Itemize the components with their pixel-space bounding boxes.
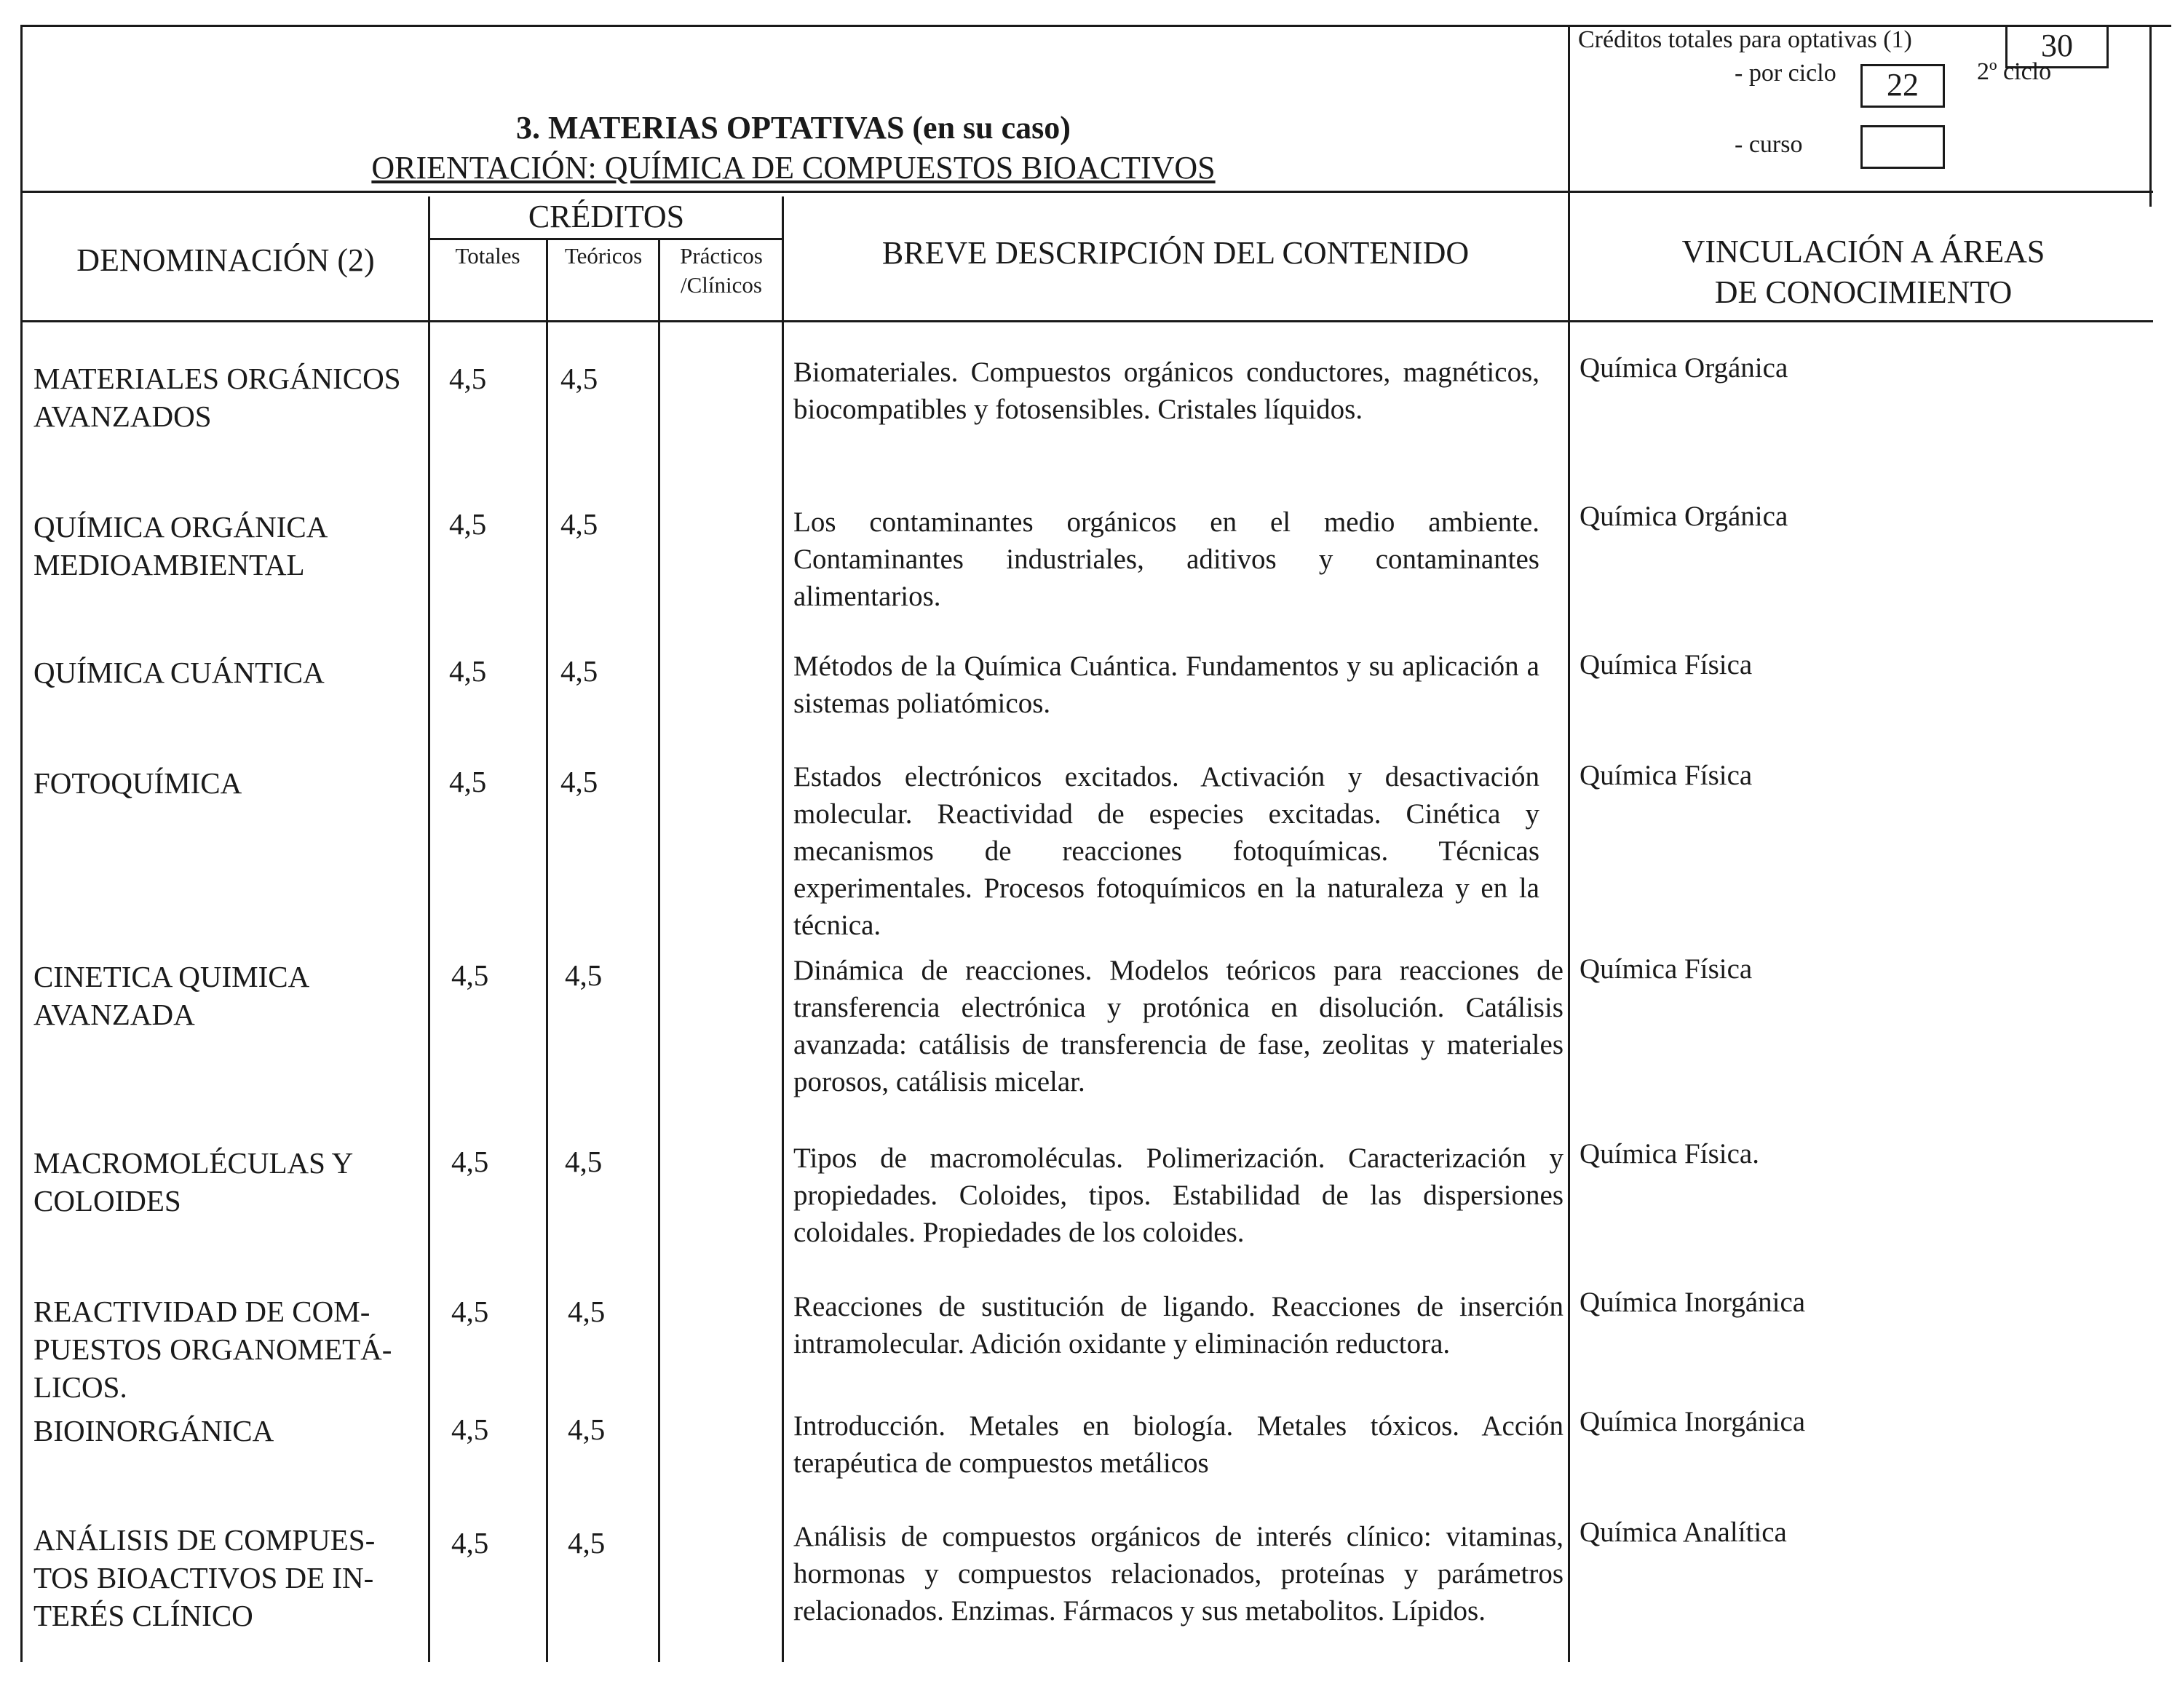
row-description: Los contaminantes orgánicos en el medio ambiente. Contaminantes industriales, aditivos y contaminantes alimentarios. [793, 507, 1539, 612]
col-theory-heading: Teóricos [564, 243, 643, 269]
col-credits-heading: CRÉDITOS [528, 199, 685, 234]
per-cycle-label: - por ciclo [1735, 60, 1836, 87]
row-name: MATERIALES ORGÁNICOS AVANZADOS [33, 362, 401, 433]
row-name: REACTIVIDAD DE COM-PUESTOS ORGANOMETÁ-LICOS. [33, 1295, 392, 1404]
header-divider [1568, 25, 1570, 1662]
row-theory: 4,5 [568, 1295, 606, 1328]
second-cycle-label: 2º ciclo [1977, 58, 2052, 85]
row-total: 4,5 [451, 1526, 489, 1560]
divider-practical-desc [782, 196, 784, 1662]
col-practical-line1: Prácticos [680, 243, 763, 269]
col-areas-line1: VINCULACIÓN A ÁREAS [1681, 234, 2045, 269]
row-total: 4,5 [449, 507, 487, 541]
row-description: Análisis de compuestos orgánicos de interés clínico: vitaminas, hormonas y compuestos relacionados, proteínas y parámetros relacionados. Enzimas. Fármacos y sus metabolitos. Lípidos. [793, 1521, 1563, 1626]
course-label: - curso [1735, 131, 1803, 158]
row-name: QUÍMICA ORGÁNICA MEDIOAMBIENTAL [33, 510, 327, 581]
row-name: ANÁLISIS DE COMPUES-TOS BIOACTIVOS DE IN-TERÉS CLÍNICO [33, 1523, 376, 1632]
credits-total-label: Créditos totales para optativas (1) [1578, 26, 1912, 53]
row-area: Química Física. [1579, 1138, 1759, 1169]
row-description: Métodos de la Química Cuántica. Fundamentos y su aplicación a sistemas poliatómicos. [793, 651, 1539, 719]
row-total: 4,5 [449, 654, 487, 688]
credits-total-value: 30 [2041, 28, 2073, 63]
row-total: 4,5 [449, 362, 487, 395]
row-total: 4,5 [449, 765, 487, 798]
row-description: Introducción. Metales en biología. Metales tóxicos. Acción terapéutica de compuestos metálicos [793, 1410, 1563, 1479]
col-practical-line2: /Clínicos [681, 272, 762, 298]
col-description-heading: BREVE DESCRIPCIÓN DEL CONTENIDO [881, 235, 1470, 271]
row-area: Química Analítica [1579, 1517, 1787, 1548]
colhead-bottom-line [20, 320, 2153, 322]
row-theory: 4,5 [560, 654, 598, 688]
col-areas-heading [1572, 231, 2155, 313]
row-total: 4,5 [451, 1413, 489, 1446]
row-total: 4,5 [451, 1295, 489, 1328]
row-area: Química Orgánica [1579, 352, 1788, 384]
divider-name-total [428, 196, 430, 1662]
row-theory: 4,5 [560, 765, 598, 798]
col-practical-heading [661, 242, 782, 300]
row-total: 4,5 [451, 1145, 489, 1178]
row-description: Tipos de macromoléculas. Polimerización. Caracterización y propiedades. Coloides, tipos. Estabilidad de las dispersiones coloidales. Propiedades de los coloides. [793, 1143, 1563, 1248]
row-name: QUÍMICA CUÁNTICA [33, 656, 325, 689]
per-cycle-value: 22 [1887, 67, 1919, 103]
row-theory: 4,5 [560, 362, 598, 395]
col-areas-line2: DE CONOCIMIENTO [1714, 274, 2013, 310]
row-name: MACROMOLÉCULAS Y COLOIDES [33, 1146, 352, 1218]
creditos-underline [428, 238, 784, 240]
row-description: Reacciones de sustitución de ligando. Reacciones de inserción intramolecular. Adición oxidante y eliminación reductora. [793, 1291, 1563, 1359]
divider-theory-practical [658, 240, 660, 1662]
col-name-heading: DENOMINACIÓN (2) [76, 242, 375, 278]
row-theory: 4,5 [565, 1145, 603, 1178]
col-total-heading: Totales [455, 243, 520, 269]
divider-total-theory [546, 240, 548, 1662]
row-theory: 4,5 [565, 958, 603, 992]
per-cycle-box[interactable] [1860, 64, 1945, 108]
course-box[interactable] [1860, 125, 1945, 169]
row-description: Biomateriales. Compuestos orgánicos conductores, magnéticos, biocompatibles y fotosensibles. Cristales líquidos. [793, 357, 1539, 425]
frame-left [20, 25, 23, 1662]
row-description: Estados electrónicos excitados. Activación y desactivación molecular. Reactividad de especies excitadas. Cinética y mecanismos de reacciones fotoquímicas. Técnicas experimentales. Procesos fotoquímicos en la naturaleza y en la técnica. [793, 761, 1539, 941]
row-description: Dinámica de reacciones. Modelos teóricos para reacciones de transferencia electrónica y protónica en disolución. Catálisis avanzada: catálisis de transferencia de fase, zeolitas y materiales porosos, catálisis micelar. [793, 955, 1563, 1097]
frame-right [2149, 25, 2152, 207]
row-theory: 4,5 [568, 1526, 606, 1560]
row-total: 4,5 [451, 958, 489, 992]
row-name: FOTOQUÍMICA [33, 766, 242, 800]
row-area: Química Inorgánica [1579, 1287, 1806, 1318]
section-subtitle: ORIENTACIÓN: QUÍMICA DE COMPUESTOS BIOACTIVOS [371, 150, 1216, 186]
row-theory: 4,5 [560, 507, 598, 541]
row-area: Química Física [1579, 649, 1753, 680]
section-title: 3. MATERIAS OPTATIVAS (en su caso) [516, 110, 1071, 146]
row-area: Química Física [1579, 760, 1753, 791]
row-area: Química Física [1579, 953, 1753, 985]
row-area: Química Orgánica [1579, 501, 1788, 532]
row-name: CINETICA QUIMICA AVANZADA [33, 960, 308, 1031]
header-bottom-line [20, 191, 2153, 193]
row-area: Química Inorgánica [1579, 1406, 1806, 1437]
row-name: BIOINORGÁNICA [33, 1414, 274, 1447]
row-theory: 4,5 [568, 1413, 606, 1446]
